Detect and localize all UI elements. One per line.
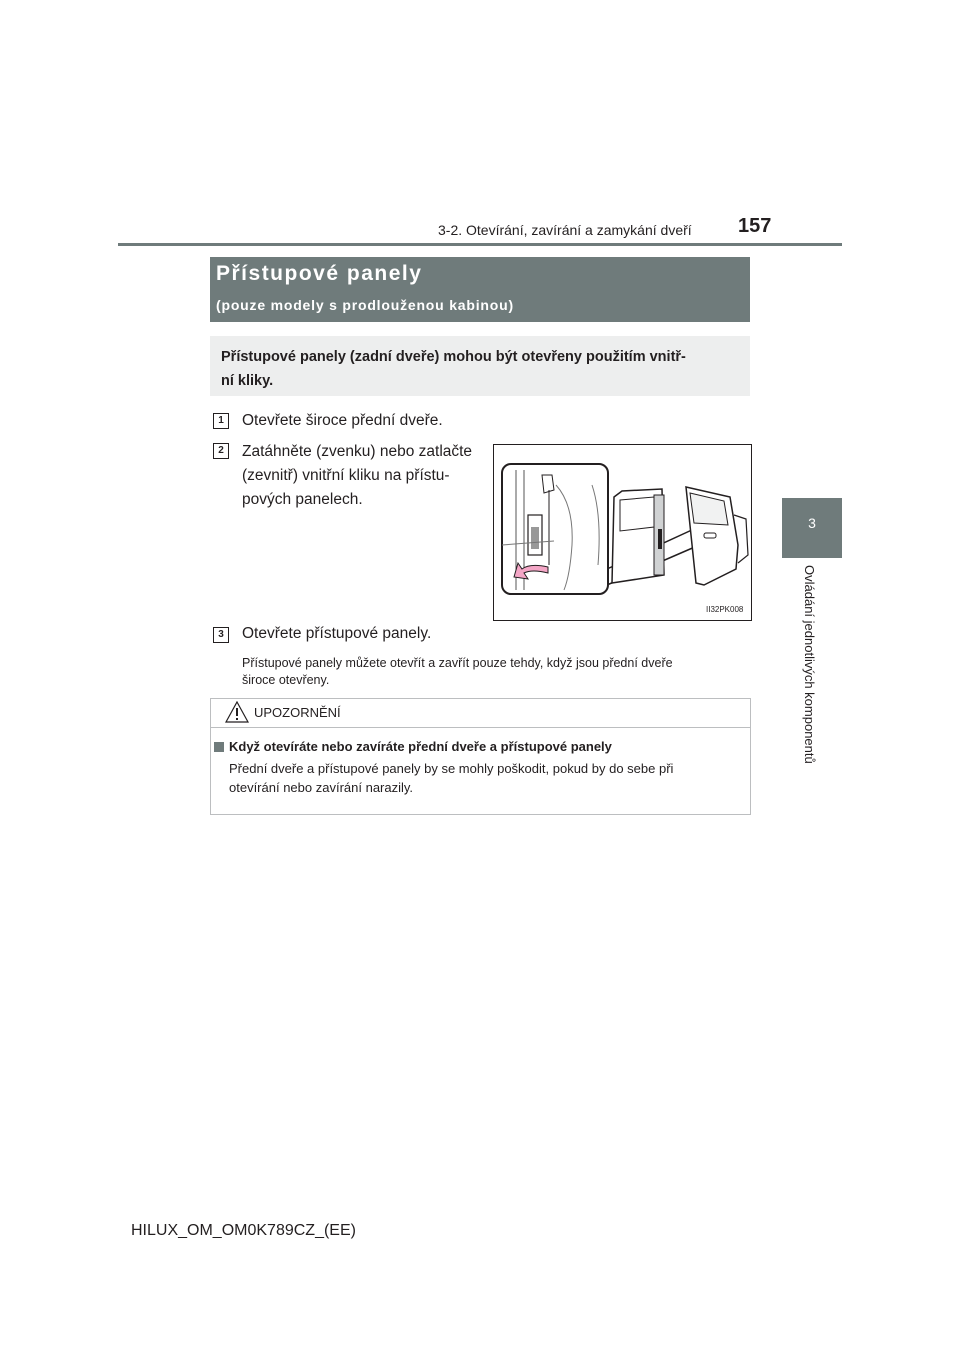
square-bullet-icon [214,742,224,752]
step-2-line: Zatáhněte (zvenku) nebo zatlačte [242,443,473,460]
note-line: Přístupové panely můžete otevřít a zavřít pouze tehdy, když jsou přední dveře [242,656,673,670]
caution-body [229,759,745,797]
chapter-title: Ovládání jednotlivých komponentů [802,565,817,764]
page-title: Přístupové panely [216,262,423,285]
page-number: 157 [738,215,772,237]
warning-triangle-icon [225,701,249,723]
caution-label: UPOZORNĚNÍ [254,705,341,720]
step-2-line: (zevnitř) vnitřní kliku na přístu- [242,467,450,484]
caution-heading: Když otevíráte nebo zavíráte přední dveře a přístupové panely [229,739,612,754]
step-number-1: 1 [213,413,229,429]
intro-line: Přístupové panely (zadní dveře) mohou být otevřeny použitím vnitř- [221,349,686,365]
door-illustration [493,444,752,621]
section-heading: 3-2. Otevírání, zavírání a zamykání dveří [438,222,692,238]
page-subtitle: (pouze modely s prodlouženou kabinou) [216,297,514,313]
header-rule [118,243,842,246]
step-number-2: 2 [213,443,229,459]
figure-code: II32PK008 [706,605,744,614]
intro-text [221,345,749,393]
note-line: široce otevřeny. [242,673,330,687]
step-1-text: Otevřete široce přední dveře. [242,412,443,429]
caution-body-line: Přední dveře a přístupové panely by se mohly poškodit, pokud by do sebe při [229,761,674,776]
intro-line: ní kliky. [221,373,274,389]
step-number-3: 3 [213,627,229,643]
document-id: HILUX_OM_OM0K789CZ_(EE) [131,1222,356,1239]
step-2-text [242,440,487,512]
caution-body-line: otevírání nebo zavírání narazily. [229,780,414,795]
chapter-tab-number: 3 [808,515,816,531]
step-3-text: Otevřete přístupové panely. [242,625,432,642]
step-note [242,655,750,689]
step-2-line: pových panelech. [242,491,363,508]
caution-divider [211,727,750,728]
door-illustration-svg [494,445,751,620]
